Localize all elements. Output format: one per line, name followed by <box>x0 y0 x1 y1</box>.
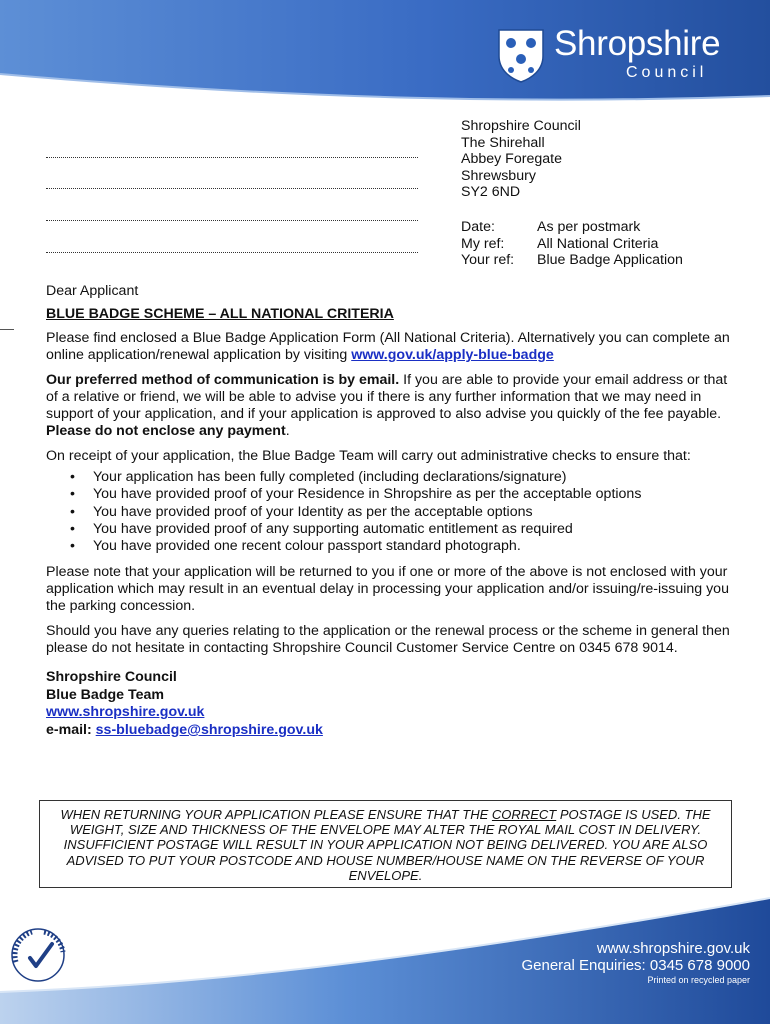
recipient-line-4 <box>46 252 418 253</box>
footer-contact <box>521 940 750 986</box>
letter-body <box>46 283 736 739</box>
fold-mark <box>0 329 14 330</box>
logo-subtitle: Council <box>626 64 708 81</box>
address-line: Shropshire Council <box>461 118 581 134</box>
date-label: Date: <box>461 219 495 235</box>
signature-block <box>46 669 736 739</box>
address-line: SY2 6ND <box>461 184 521 200</box>
notice-text-start: WHEN RETURNING YOUR APPLICATION PLEASE ENSURE THAT THE <box>60 807 492 822</box>
recipient-line-3 <box>46 220 418 221</box>
list-item: • You have provided proof of your Identity as per the acceptable options <box>46 504 736 521</box>
list-item: • You have provided proof of your Residence in Shropshire as per the acceptable options <box>46 486 736 503</box>
list-item: • You have provided proof of any supporting automatic entitlement as required <box>46 521 736 538</box>
recipient-line-1 <box>46 157 418 158</box>
apply-blue-badge-link[interactable]: www.gov.uk/apply-blue-badge <box>351 347 554 363</box>
my-ref-row <box>461 236 683 253</box>
reference-block <box>461 219 683 269</box>
payment-warning: Please do not enclose any payment <box>46 423 286 439</box>
list-item: • You have provided one recent colour passport standard photograph. <box>46 538 736 555</box>
checks-list <box>46 469 736 555</box>
date-value: As per postmark <box>537 219 641 235</box>
your-ref-value: Blue Badge Application <box>537 252 683 268</box>
disability-confident-icon <box>8 922 78 984</box>
communication-end: . <box>285 423 290 439</box>
email-label: e-mail: <box>46 721 96 738</box>
email-link[interactable]: ss-bluebadge@shropshire.gov.uk <box>95 721 323 738</box>
signature-org: Shropshire Council <box>46 669 177 686</box>
shropshire-council-logo <box>496 26 754 90</box>
paragraph-intro <box>46 330 736 364</box>
communication-heading: Our preferred method of communication is by email. <box>46 372 400 388</box>
date-row <box>461 219 683 236</box>
paragraph-returned: Please note that your application will be returned to you if one or more of the above is not enclosed with your application which may result in an eventual delay in processing your application and/or issuing/re-issuing you the parking concession. <box>46 564 729 615</box>
paragraph-queries: Should you have any queries relating to the application or the renewal process or the scheme in general then please do not hesitate in contacting Shropshire Council Customer Service Centre on 0345 678 9014. <box>46 623 730 657</box>
website-link[interactable]: www.shropshire.gov.uk <box>46 704 205 721</box>
shield-icon <box>496 26 546 84</box>
signature-team: Blue Badge Team <box>46 686 164 703</box>
footer-recycled-note: Printed on recycled paper <box>647 975 750 985</box>
list-item: • Your application has been fully completed (including declarations/signature) <box>46 469 736 486</box>
notice-underlined: CORRECT <box>491 807 557 822</box>
positive-about-disabled-people-badge <box>8 922 78 984</box>
paragraph-checks-intro: On receipt of your application, the Blue Badge Team will carry out administrative checks to ensure that: <box>46 448 691 464</box>
footer-enquiries: General Enquiries: 0345 678 9000 <box>521 957 750 974</box>
letter-subject: BLUE BADGE SCHEME – ALL NATIONAL CRITERIA <box>46 306 394 322</box>
logo-name: Shropshire <box>554 24 721 63</box>
recipient-line-2 <box>46 188 418 189</box>
intro-text: Please find enclosed a Blue Badge Application Form (All National Criteria). Alternatively you can complete an online application/renewal application by visiting <box>46 330 730 363</box>
your-ref-label: Your ref: <box>461 252 515 268</box>
footer-website: www.shropshire.gov.uk <box>596 940 750 957</box>
address-line: Abbey Foregate <box>461 151 562 167</box>
address-line: The Shirehall <box>461 134 545 151</box>
my-ref-value: All National Criteria <box>537 235 659 252</box>
communication-text: If you are able to provide your email address or that of a relative or friend, we will be able to advise you if there is any further information that we may need in support of your application, and if your application is approved to also advise you quickly of the fee payable. <box>46 372 728 422</box>
postage-notice <box>39 800 732 888</box>
your-ref-row <box>461 252 683 269</box>
paragraph-communication <box>46 372 736 440</box>
greeting: Dear Applicant <box>46 283 139 299</box>
sender-address <box>461 118 751 201</box>
notice-text-end: POSTAGE IS USED. THE WEIGHT, SIZE AND THICKNESS OF THE ENVELOPE MAY ALTER THE ROYAL MAIL COST IN DELIVERY. INSUFFICIENT POSTAGE WILL RESULT IN YOUR APPLICATION NOT BEING DELIVERED. YOU ARE ALSO ADVISED TO PUT YOUR POSTCODE AND HOUSE NUMBER/HOUSE NAME ON THE REVERSE OF YOUR ENVELOPE. <box>63 807 711 883</box>
address-line: Shrewsbury <box>461 167 536 184</box>
my-ref-label: My ref: <box>461 235 505 252</box>
